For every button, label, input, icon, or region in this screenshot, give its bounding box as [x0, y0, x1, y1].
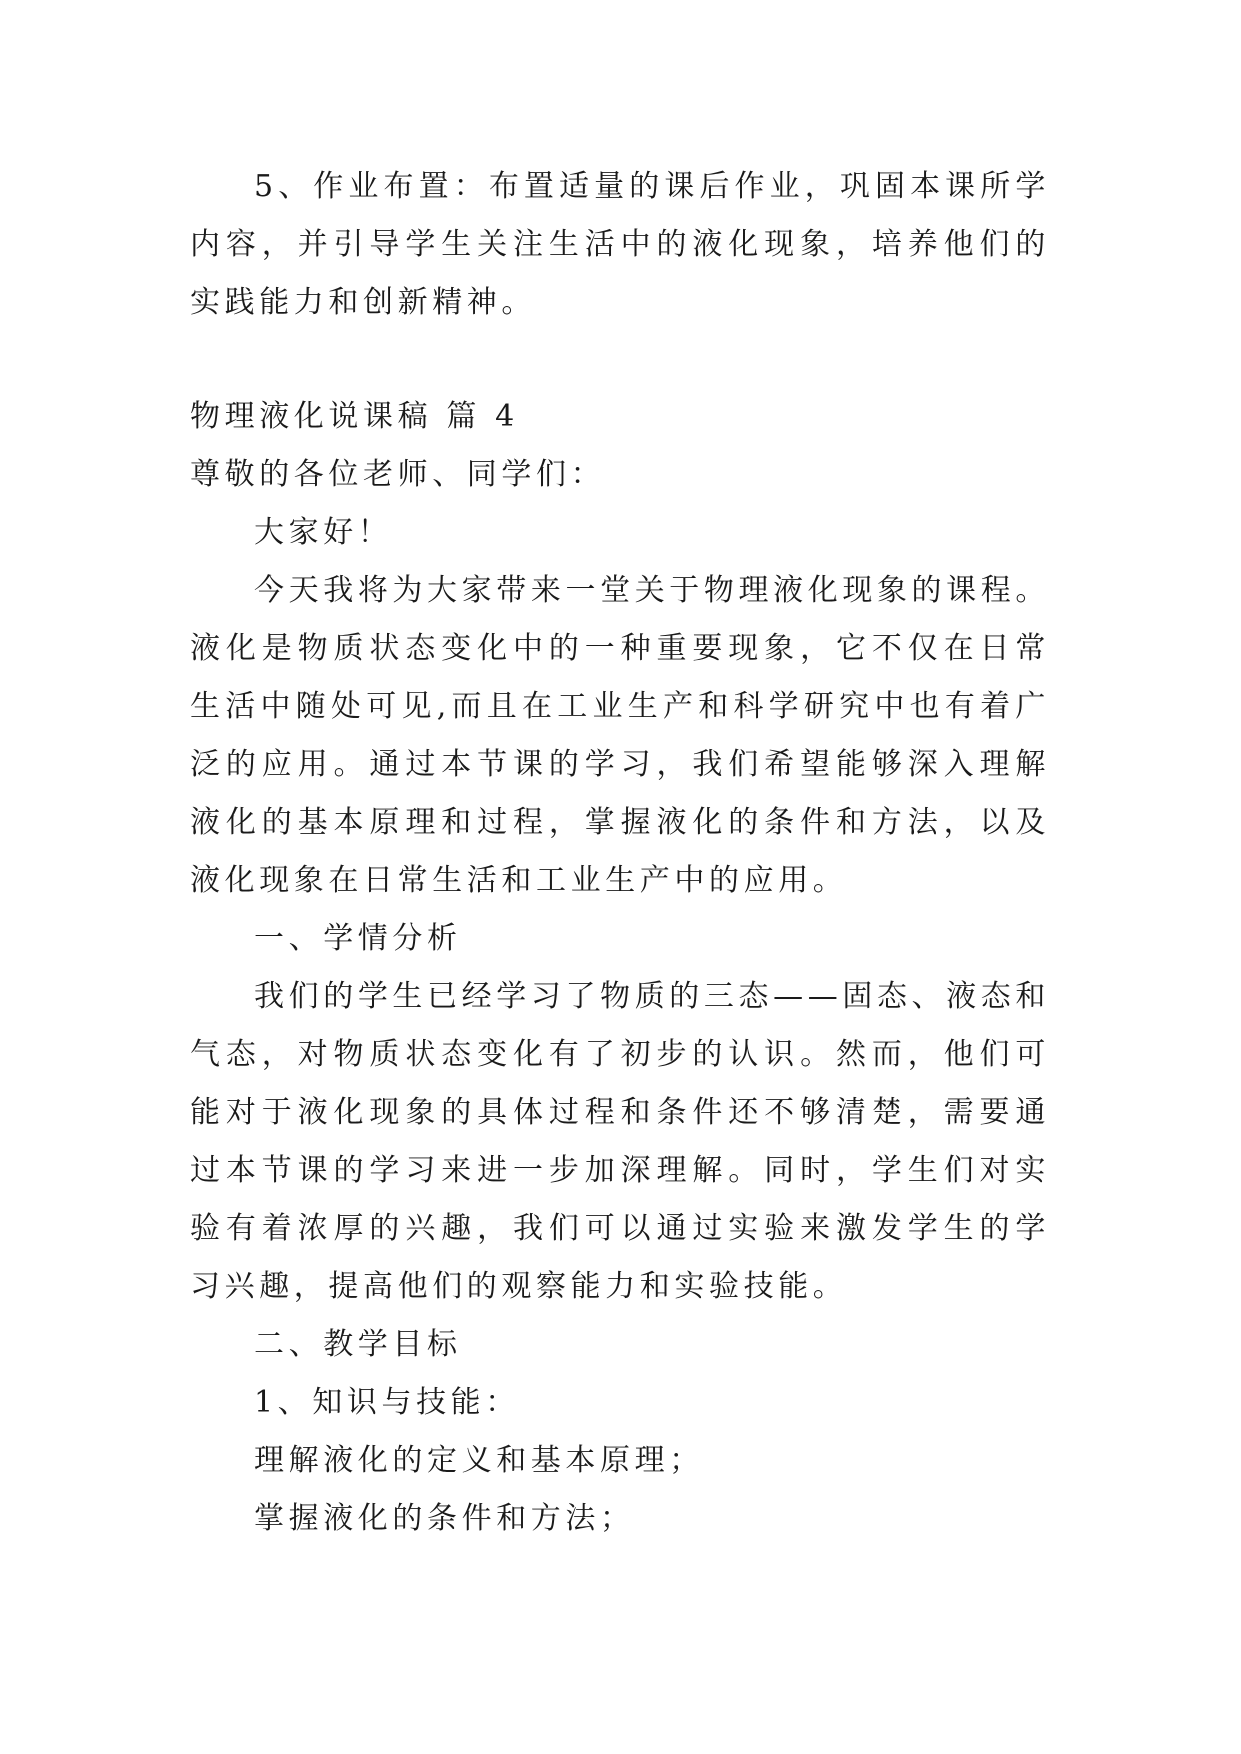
previous-section-tail	[190, 158, 1050, 332]
intro-paragraph: 今天我将为大家带来一堂关于物理液化现象的课程。液化是物质状态变化中的一种重要现象，它不仅在日常生活中随处可见,而且在工业生产和科学研究中也有着广泛的应用。通过本节课的学习，我们希望能够深入理解液化的基本原理和过程，掌握液化的条件和方法，以及液化现象在日常生活和工业生产中的应用。	[190, 573, 1050, 898]
subheading-analysis: 一、学情分析	[254, 921, 462, 956]
subheading-goals: 二、教学目标	[254, 1327, 462, 1362]
section-heading: 物理液化说课稿 篇 4	[190, 399, 519, 434]
section-4	[190, 388, 1050, 1548]
goal-1-item-b: 掌握液化的条件和方法；	[254, 1501, 635, 1536]
goal-1-title: 1、知识与技能：	[254, 1385, 520, 1420]
goal-1-item-a: 理解液化的定义和基本原理；	[254, 1443, 704, 1478]
homework-paragraph: 5、作业布置：布置适量的课后作业，巩固本课所学内容，并引导学生关注生活中的液化现象，培养他们的实践能力和创新精神。	[190, 169, 1050, 320]
analysis-paragraph: 我们的学生已经学习了物质的三态——固态、液态和气态，对物质状态变化有了初步的认识。然而，他们可能对于液化现象的具体过程和条件还不够清楚，需要通过本节课的学习来进一步加深理解。同时，学生们对实验有着浓厚的兴趣，我们可以通过实验来激发学生的学习兴趣，提高他们的观察能力和实验技能。	[190, 979, 1050, 1304]
salutation: 尊敬的各位老师、同学们：	[190, 457, 606, 492]
greeting: 大家好！	[254, 515, 393, 550]
